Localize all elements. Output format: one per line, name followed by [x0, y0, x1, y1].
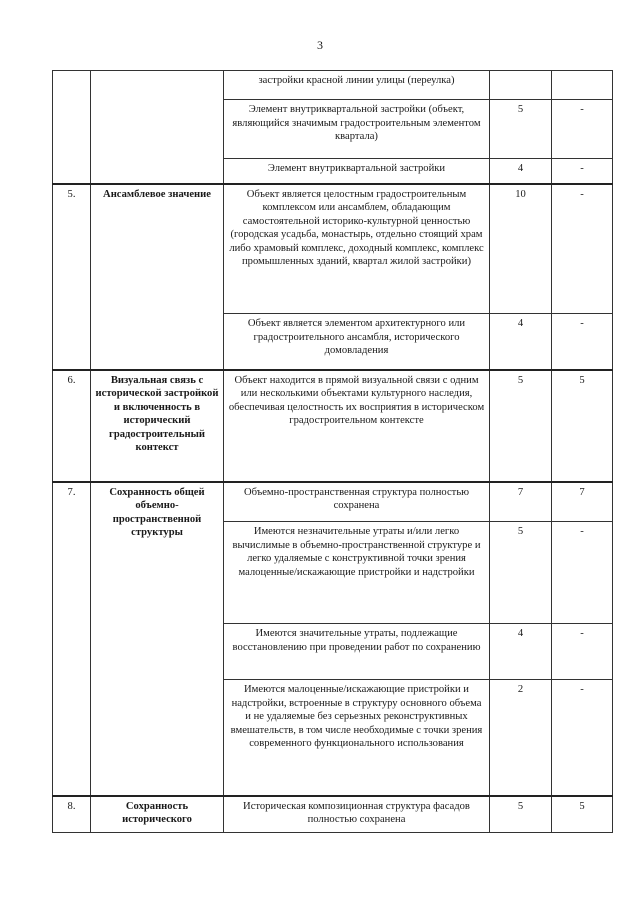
description-cell: Объект находится в прямой визуальной связи с одним или несколькими объектами культурного наследия, обеспечивая целостность их восприятия в историческом градостроительном контексте [224, 370, 490, 482]
description-cell: Элемент внутриквартальной застройки (объект, являющийся значимым градостроительным элементом квартала) [224, 100, 490, 159]
score2-cell: 7 [552, 482, 613, 522]
criteria-table-body [53, 71, 613, 833]
score2-cell: - [552, 184, 613, 314]
description-cell: застройки красной линии улицы (переулка) [224, 71, 490, 100]
score-cell: 10 [490, 184, 552, 314]
description-cell: Имеются малоценные/искажающие пристройки и надстройки, встроенные в структуру основного объема и не удаляемые без серьезных реконструктивных вмешательств, в том числе необходимые с точки зрения современного функционального использования [224, 680, 490, 796]
score-cell: 4 [490, 159, 552, 184]
table-row [53, 482, 613, 522]
row-number-cell: 6. [53, 370, 91, 482]
description-cell: Историческая композиционная структура фасадов полностью сохранена [224, 796, 490, 833]
score2-cell: - [552, 314, 613, 370]
table-row [53, 370, 613, 482]
table-row [53, 184, 613, 314]
score2-cell: 5 [552, 370, 613, 482]
score-cell: 4 [490, 624, 552, 680]
criterion-cell: Ансамблевое значение [91, 184, 224, 370]
score2-cell: - [552, 100, 613, 159]
description-cell: Объект является элементом архитектурного или градостроительного ансамбля, исторического домовладения [224, 314, 490, 370]
score-cell: 2 [490, 680, 552, 796]
row-number-cell: 5. [53, 184, 91, 370]
table-row [53, 71, 613, 100]
criterion-cell: Сохранность общей объемно-пространственной структуры [91, 482, 224, 796]
score-cell: 5 [490, 100, 552, 159]
score2-cell: - [552, 680, 613, 796]
score-cell: 5 [490, 796, 552, 833]
criterion-cell [91, 71, 224, 184]
criterion-cell: Сохранность исторического [91, 796, 224, 833]
description-cell: Объемно-пространственная структура полностью сохранена [224, 482, 490, 522]
score-cell: 5 [490, 522, 552, 624]
score-cell: 7 [490, 482, 552, 522]
page-number: 3 [317, 38, 323, 52]
description-cell: Имеются незначительные утраты и/или легко вычислимые в объемно-пространственной структуре и легко удаляемые с конструктивной точки зрения малоценные/искажающие пристройки и надстройки [224, 522, 490, 624]
score2-cell: 5 [552, 796, 613, 833]
row-number-cell: 7. [53, 482, 91, 796]
criteria-table [52, 70, 613, 833]
criterion-cell: Визуальная связь с исторической застройкой и включенность в исторический градостроительный контекст [91, 370, 224, 482]
description-cell: Имеются значительные утраты, подлежащие восстановлению при проведении работ по сохранению [224, 624, 490, 680]
score-cell [490, 71, 552, 100]
row-number-cell: 8. [53, 796, 91, 833]
score-cell: 4 [490, 314, 552, 370]
score2-cell: - [552, 522, 613, 624]
description-cell: Элемент внутриквартальной застройки [224, 159, 490, 184]
description-cell: Объект является целостным градостроительным комплексом или ансамблем, обладающим самостоятельной историко-культурной ценностью (городская усадьба, монастырь, отдельно стоящий храм либо храмовый комплекс, доходный комплекс, комплекс промышленных зданий, квартал жилой застройки) [224, 184, 490, 314]
score2-cell [552, 71, 613, 100]
score2-cell: - [552, 624, 613, 680]
score-cell: 5 [490, 370, 552, 482]
row-number-cell [53, 71, 91, 184]
table-row [53, 796, 613, 833]
score2-cell: - [552, 159, 613, 184]
